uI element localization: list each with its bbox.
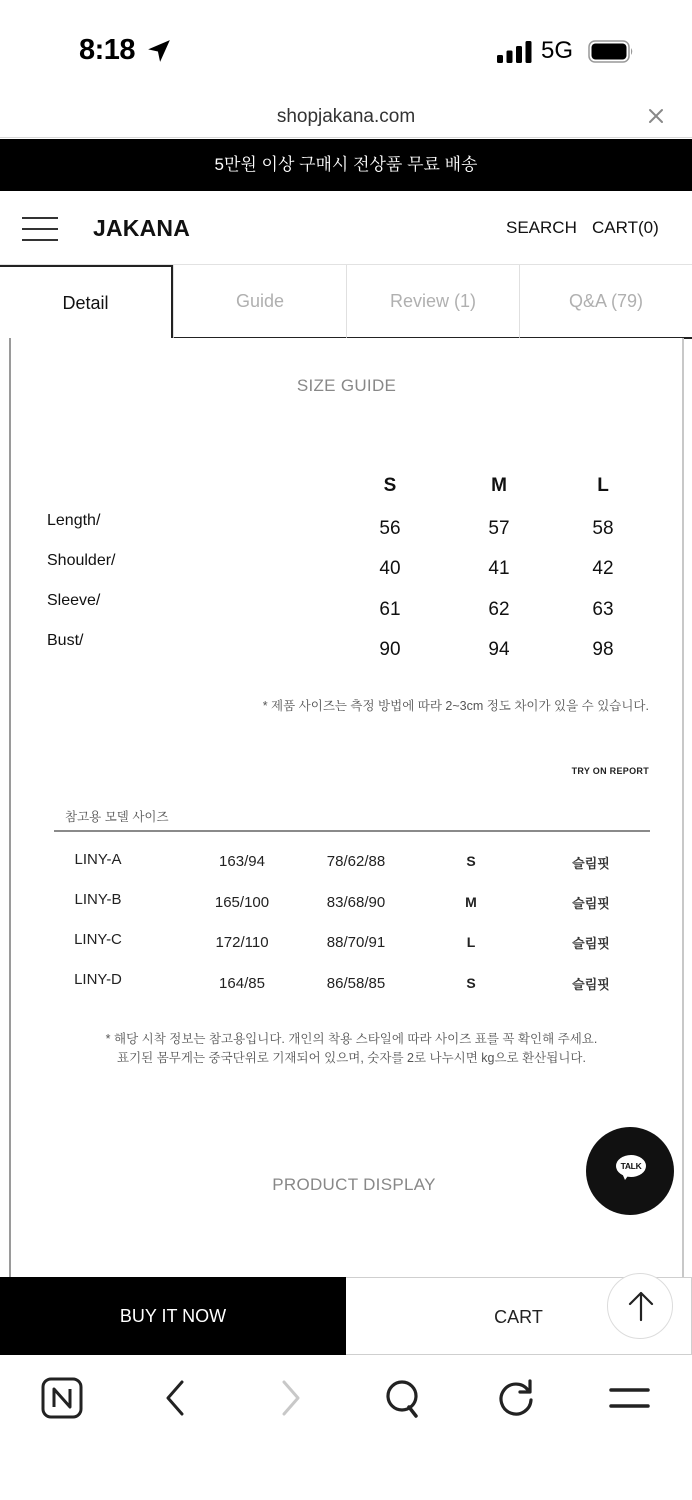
model-size: S (466, 853, 476, 869)
buy-it-now-button[interactable]: BUY IT NOW (0, 1277, 346, 1355)
add-to-cart-button[interactable]: CART (346, 1277, 692, 1355)
product-display-title: PRODUCT DISPLAY (272, 1175, 436, 1194)
try-on-note-line2: 표기된 몸무게는 중국단위로 기재되어 있으며, 숫자를 2로 나누시면 kg으로 환산됩니다. (117, 1051, 586, 1065)
size-row-label: Bust/ (47, 632, 84, 649)
size-value: 57 (488, 518, 510, 539)
size-value: 40 (379, 558, 401, 579)
model-fit: 슬림핏 (572, 936, 610, 951)
model-name: LINY-C (74, 931, 122, 948)
size-row-label: Shoulder/ (47, 552, 116, 569)
signal-bars-icon (497, 41, 533, 63)
try-on-note (11, 1030, 682, 1068)
close-icon[interactable] (646, 106, 666, 126)
model-height-weight: 172/110 (215, 934, 269, 951)
try-on-report-label: TRY ON REPORT (571, 766, 649, 776)
site-logo[interactable]: JAKANA (93, 215, 191, 241)
browser-toolbar (0, 1356, 692, 1500)
scroll-to-top-button[interactable] (607, 1273, 673, 1339)
product-detail-content (9, 338, 684, 1278)
size-value: 41 (488, 558, 510, 579)
model-fit: 슬림핏 (572, 856, 610, 871)
site-header (0, 191, 692, 265)
size-value: 56 (379, 518, 401, 539)
model-size: S (466, 975, 476, 991)
size-value: 94 (488, 639, 510, 660)
tab-guide[interactable]: Guide (173, 265, 346, 339)
size-value: 63 (592, 599, 614, 620)
browser-url-bar[interactable] (0, 100, 692, 138)
model-fit: 슬림핏 (572, 977, 610, 992)
reload-icon[interactable] (494, 1376, 538, 1420)
battery-icon (588, 40, 634, 63)
size-row-label: Length/ (47, 512, 101, 529)
cart-link[interactable]: CART(0) (592, 218, 659, 237)
model-size-title: 참고용 모델 사이즈 (65, 810, 169, 824)
size-guide-title: SIZE GUIDE (296, 376, 397, 395)
model-measurements: 83/68/90 (326, 894, 386, 911)
forward-icon[interactable] (268, 1376, 312, 1420)
model-size: L (466, 934, 476, 950)
status-time: 8:18 (79, 34, 136, 66)
free-shipping-banner: 5만원 이상 구매시 전상품 무료 배송 (0, 139, 692, 191)
network-label: 5G (541, 37, 574, 64)
tab-review[interactable]: Review (1) (346, 265, 519, 339)
product-tabs (0, 264, 692, 338)
model-height-weight: 165/100 (214, 894, 270, 911)
size-guide-note: * 제품 사이즈는 측정 방법에 따라 2~3cm 정도 차이가 있을 수 있습니다. (262, 699, 649, 713)
hamburger-icon[interactable] (22, 217, 58, 241)
model-height-weight: 163/94 (219, 853, 265, 870)
model-measurements: 78/62/88 (326, 853, 386, 870)
size-value: 42 (592, 558, 614, 579)
naver-n-icon[interactable] (40, 1376, 84, 1420)
talk-label: TALK (620, 1161, 642, 1171)
size-header-l: L (597, 475, 609, 496)
back-icon[interactable] (154, 1376, 198, 1420)
location-arrow-icon (146, 38, 172, 64)
tab-detail[interactable]: Detail (0, 265, 173, 339)
model-size: M (465, 894, 477, 910)
kakao-talk-button[interactable] (586, 1127, 674, 1215)
arrow-up-icon (628, 1290, 654, 1322)
search-icon[interactable] (382, 1376, 426, 1420)
model-measurements: 86/58/85 (326, 975, 386, 992)
search-link[interactable]: SEARCH (506, 218, 577, 237)
model-fit: 슬림핏 (572, 896, 610, 911)
size-header-m: M (491, 475, 507, 496)
size-value: 58 (592, 518, 614, 539)
status-bar (0, 0, 692, 100)
menu-icon[interactable] (608, 1376, 652, 1420)
size-value: 90 (379, 639, 401, 660)
model-height-weight: 164/85 (219, 975, 265, 992)
size-row-label: Sleeve/ (47, 592, 101, 609)
model-measurements: 88/70/91 (326, 934, 386, 951)
model-name: LINY-B (74, 891, 122, 908)
size-value: 62 (488, 599, 510, 620)
tab-qna[interactable]: Q&A (79) (519, 265, 692, 339)
size-value: 98 (592, 639, 614, 660)
size-value: 61 (379, 599, 401, 620)
divider (54, 830, 650, 832)
size-header-s: S (383, 475, 397, 496)
url-text[interactable]: shopjakana.com (276, 106, 416, 127)
model-name: LINY-D (74, 971, 122, 988)
try-on-note-line1: * 해당 시착 정보는 참고용입니다. 개인의 착용 스타일에 따라 사이즈 표를 꼭 확인해 주세요. (105, 1032, 598, 1046)
model-name: LINY-A (74, 851, 122, 868)
